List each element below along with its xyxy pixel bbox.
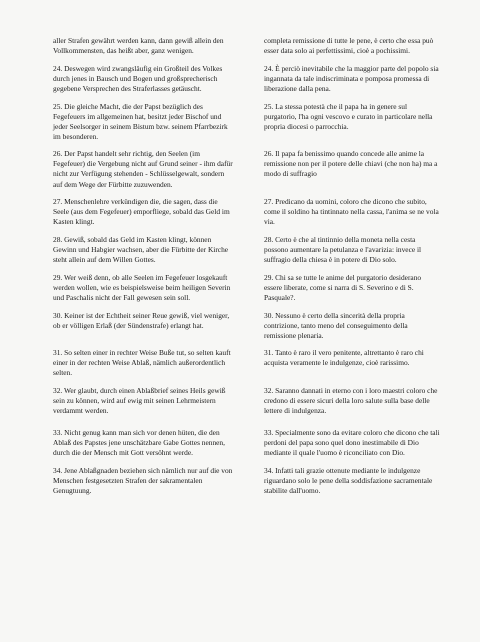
- thesis-row: [53, 64, 440, 94]
- german-text: 26. Der Papst handelt sehr richtig, den Seelen (im Fegefeuer) die Vergebung nicht auf Grund seiner - ihm dafür nicht zur Verfügung stehenden - Schlüsselgewalt, sondern auf dem Wege der Fürbitte zuzuwenden.: [53, 149, 233, 189]
- italian-text: 30. Nessuno è certo della sincerità della propria contrizione, tanto meno del conseguimento della remissione plenaria.: [264, 310, 408, 340]
- thesis-row: [53, 149, 440, 189]
- german-text: 28. Gewiß, sobald das Geld im Kasten klingt, können Gewinn und Habgier wachsen, aber die Fürbitte der Kirche steht allein auf dem Willen Gottes.: [53, 234, 229, 265]
- italian-text: 27. Predicano da uomini, coloro che dicono che subito, come il soldino ha tintinnato nella cassa, l'anima se ne vola via.: [264, 197, 439, 227]
- thesis-row: [53, 36, 440, 56]
- german-text: 31. So selten einer in rechter Weise Buße tut, so selten kauft einer in der rechten Weise Ablaß, nämlich außerordentlich selten.: [53, 348, 231, 378]
- thesis-row: [53, 102, 440, 142]
- italian-text: 34. Infatti tali grazie ottenute mediante le indulgenze riguardano solo le pene della soddisfazione sacramentale stabilite dall'uomo.: [264, 466, 433, 496]
- thesis-row: [53, 273, 440, 303]
- thesis-row: [53, 235, 440, 265]
- italian-text: 32. Saranno dannati in eterno con i loro maestri coloro che credono di essere sicuri della loro salute sulla base delle lettere di indulgenza.: [264, 386, 438, 416]
- thesis-row: [53, 428, 440, 458]
- italian-text: 29. Chi sa se tutte le anime del purgatorio desiderano essere liberate, come si narra di S. Severino e di S. Pasquale?.: [264, 272, 422, 302]
- german-text: 33. Nicht genug kann man sich vor denen hüten, die den Ablaß des Papstes jene unschätzbare Gabe Gottes nennen, durch die der Mensch mit Gott versöhnt werde.: [53, 428, 225, 458]
- italian-text: 26. Il papa fa benissimo quando concede alle anime la remissione non per il potere delle chiavi (che non ha) ma a modo di suffragio: [264, 149, 438, 179]
- thesis-row: [53, 348, 440, 378]
- italian-text: 31. Tanto è raro il vero penitente, altrettanto è raro chi acquista veramente le indulgenze, cioè rarissimo.: [264, 348, 424, 368]
- german-text: 29. Wer weiß denn, ob alle Seelen im Fegefeuer losgekauft werden wollen, wie es beispielsweise beim heiligen Severin und Paschalis nicht der Fall gewesen sein soll.: [53, 272, 231, 302]
- german-text: 32. Wer glaubt, durch einen Ablaßbrief seines Heils gewiß sein zu können, wird auf ewig mit seinen Lehrmeistern verdammt werden.: [53, 386, 226, 416]
- german-text: 27. Menschenlehre verkündigen die, die sagen, dass die Seele (aus dem Fegefeuer) emporfliege, sobald das Geld im Kasten klingt.: [53, 197, 230, 227]
- thesis-row: [53, 466, 440, 496]
- italian-text: 28. Certo è che al tintinnio della moneta nella cesta possono aumentare la petulanza e l'avarizia: invece il suffragio della chiesa è in potere di Dio solo.: [264, 234, 422, 265]
- thesis-row: [53, 311, 440, 341]
- italian-text: 25. La stessa potestà che il papa ha in genere sul purgatorio, l'ha ogni vescovo e curato in particolare nella propria diocesi o parrocchia.: [264, 101, 433, 131]
- german-text: 24. Deswegen wird zwangsläufig ein Großteil des Volkes durch jenes in Bausch und Bogen und großsprecherisch gegebene Versprechen des Straferlasses getäuscht.: [53, 63, 223, 93]
- german-text: 34. Jene Ablaßgnaden beziehen sich nämlich nur auf die von Menschen festgesetzten Strafen der sakramentalen Genugtuung.: [53, 466, 233, 496]
- italian-text: completa remissione di tutte le pene, è certo che essa può esser data solo ai perfettissimi, cioè a pochissimi.: [264, 36, 434, 56]
- thesis-row: [53, 197, 440, 227]
- thesis-row: [53, 386, 440, 416]
- german-text: 30. Keiner ist der Echtheit seiner Reue gewiß, viel weniger, ob er völligen Erlaß (der Sündenstrafe) erlangt hat.: [53, 310, 230, 330]
- german-text: aller Strafen gewährt werden kann, dann gewiß allein den Vollkommensten, das heißt aber, ganz wenigen.: [53, 36, 224, 56]
- german-text: 25. Die gleiche Macht, die der Papst bezüglich des Fegefeuers im allgemeinen hat, besitzt jeder Bischof und jeder Seelsorger in seinem Bistum bzw. seinem Pfarrbezirk im besonderen.: [53, 101, 228, 141]
- italian-text: 24. È perciò inevitabile che la maggior parte del popolo sia ingannata da tale indiscriminata e pomposa promessa di liberazione dalla pena.: [264, 63, 439, 93]
- italian-text: 33. Specialmente sono da evitare coloro che dicono che tali perdoni del papa sono quel dono inestimabile di Dio mediante il quale l'uomo è riconciliato con Dio.: [264, 428, 440, 458]
